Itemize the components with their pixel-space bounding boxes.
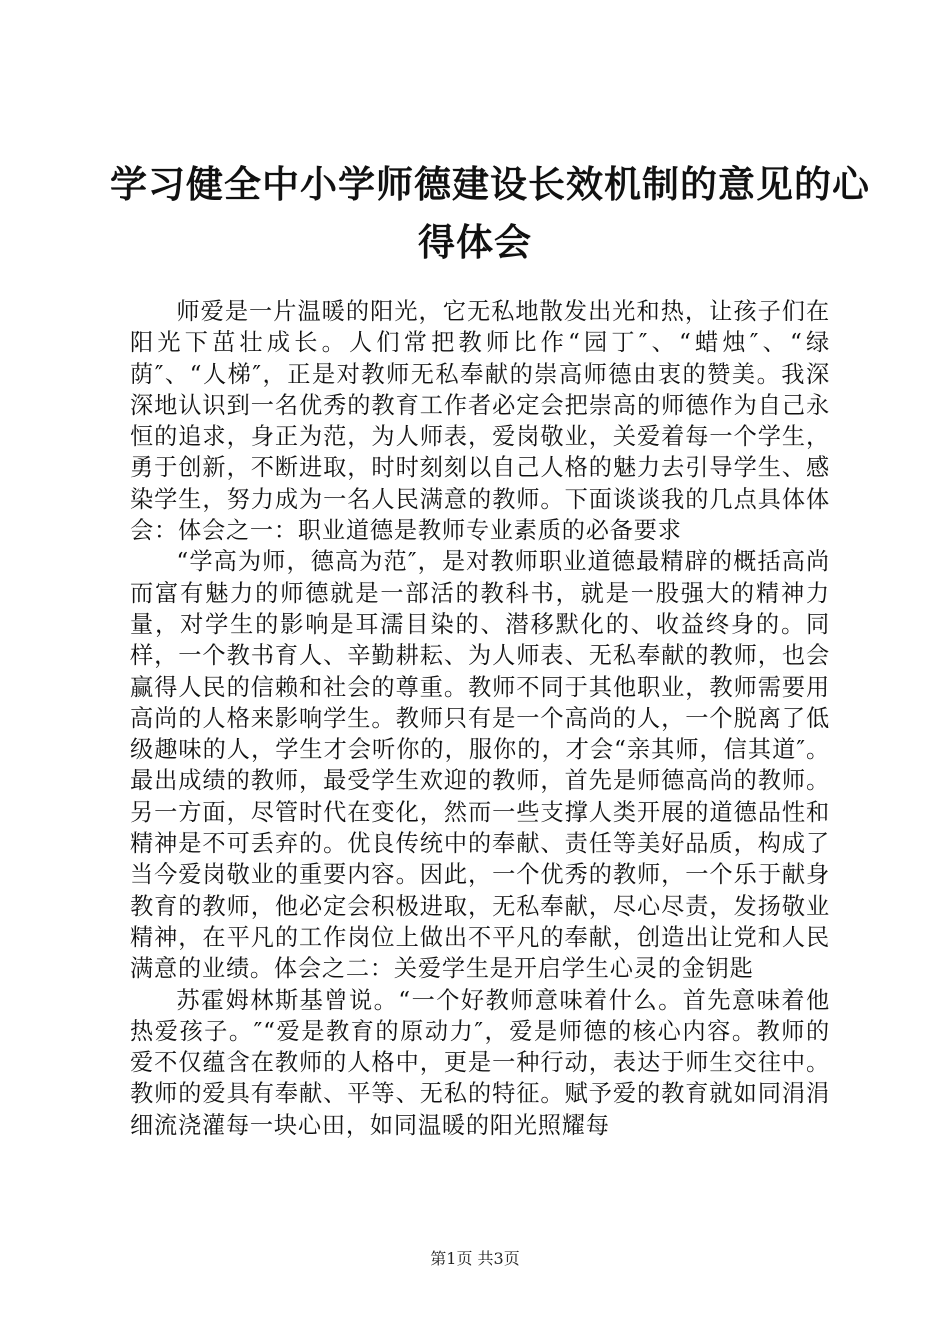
- document-title-line-1: 学习健全中小学师德建设长效机制的意见的心: [110, 163, 870, 206]
- document-body: [130, 296, 830, 1141]
- paragraph: “学高为师，德高为范″，是对教师职业道德最精辟的概括高尚而富有魅力的师德就是一部活的教科书，就是一股强大的精神力量，对学生的影响是耳濡目染的、潜移默化的、收益终身的。同样，一个教书育人、辛勤耕耘、为人师表、无私奉献的教师，也会赢得人民的信赖和社会的尊重。教师不同于其他职业，教师需要用高尚的人格来影响学生。教师只有是一个高尚的人，一个脱离了低级趣味的人，学生才会听你的，服你的，才会“亲其师，信其道″。最出成绩的教师，最受学生欢迎的教师，首先是师德高尚的教师。另一方面，尽管时代在变化，然而一些支撑人类开展的道德品性和精神是不可丢弃的。优良传统中的奉献、责任等美好品质，构成了当今爱岗敬业的重要内容。因此，一个优秀的教师，一个乐于献身教育的教师，他必定会积极进取，无私奉献，尽心尽责，发扬敬业精神，在平凡的工作岗位上做出不平凡的奉献，创造出让党和人民满意的业绩。体会之二：关爱学生是开启学生心灵的金钥匙: [130, 548, 830, 983]
- paragraph: 苏霍姆林斯基曾说。“一个好教师意味着什么。首先意味着他热爱孩子。″“爱是教育的原动力″，爱是师德的核心内容。教师的爱不仅蕴含在教师的人格中，更是一种行动，表达于师生交往中。教师的爱具有奉献、平等、无私的特征。赋予爱的教育就如同涓涓细流浇灌每一块心田，如同温暖的阳光照耀每: [130, 986, 830, 1139]
- page-footer: 第1页 共3页: [430, 1249, 520, 1268]
- paragraph: 师爱是一片温暖的阳光，它无私地散发出光和热，让孩子们在阳光下茁壮成长。人们常把教师比作“园丁″、“蜡烛″、“绿荫″、“人梯″，正是对教师无私奉献的崇高师德由衷的赞美。我深深地认识到一名优秀的教育工作者必定会把崇高的师德作为自己永恒的追求，身正为范，为人师表，爱岗敬业，关爱着每一个学生，勇于创新，不断进取，时时刻刻以自己人格的魅力去引导学生、感染学生，努力成为一名人民满意的教师。下面谈谈我的几点具体体会：体会之一：职业道德是教师专业素质的必备要求: [130, 298, 830, 545]
- document-title-line-2: 得体会: [418, 221, 532, 264]
